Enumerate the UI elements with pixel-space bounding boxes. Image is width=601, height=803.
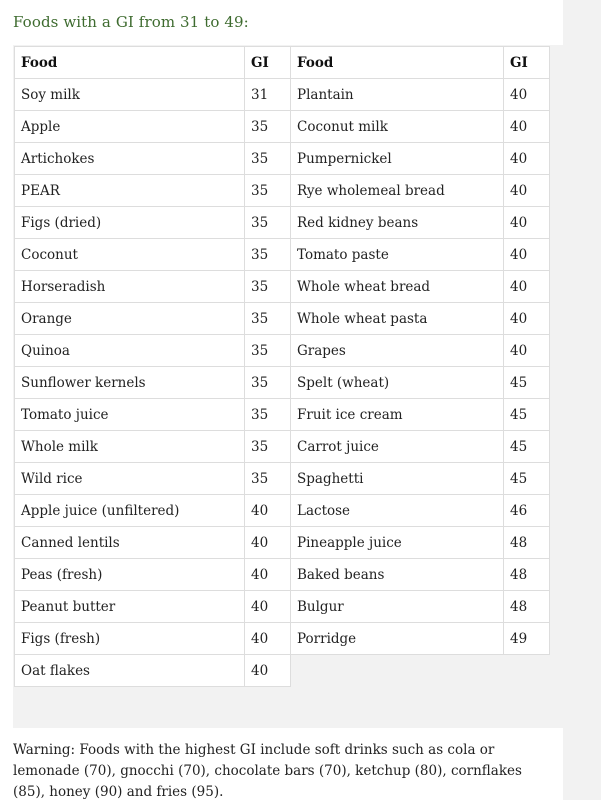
table-row <box>15 527 291 559</box>
table-row <box>291 79 550 111</box>
table-row <box>15 175 291 207</box>
food-cell: Whole wheat bread <box>291 271 504 303</box>
food-cell: Rye wholemeal bread <box>291 175 504 207</box>
gi-cell: 35 <box>245 207 291 239</box>
table-row <box>15 207 291 239</box>
gi-cell: 45 <box>504 367 550 399</box>
food-cell: Artichokes <box>15 143 245 175</box>
gi-cell: 40 <box>504 207 550 239</box>
table-row <box>291 623 550 655</box>
table-row <box>15 367 291 399</box>
food-cell: Spaghetti <box>291 463 504 495</box>
food-cell: Peas (fresh) <box>15 559 245 591</box>
food-cell: Pineapple juice <box>291 527 504 559</box>
table-row <box>15 239 291 271</box>
gi-cell: 48 <box>504 527 550 559</box>
table-row <box>15 335 291 367</box>
gi-cell: 35 <box>245 143 291 175</box>
gi-cell: 40 <box>504 239 550 271</box>
gi-cell: 35 <box>245 271 291 303</box>
food-cell: Fruit ice cream <box>291 399 504 431</box>
gi-cell: 46 <box>504 495 550 527</box>
gi-cell: 35 <box>245 463 291 495</box>
gi-table <box>13 45 563 728</box>
gi-cell: 49 <box>504 623 550 655</box>
gi-cell: 35 <box>245 399 291 431</box>
food-cell: Orange <box>15 303 245 335</box>
table-row <box>291 239 550 271</box>
table-heading: Foods with a GI from 31 to 49: <box>13 13 249 31</box>
table-row <box>291 207 550 239</box>
food-cell: Lactose <box>291 495 504 527</box>
table-row <box>291 431 550 463</box>
warning-note: Warning: Foods with the highest GI include soft drinks such as cola or lemonade (70), gnocchi (70), chocolate bars (70), ketchup (80), cornflakes (85), honey (90) and fries (95). <box>13 742 522 800</box>
table-row <box>291 495 550 527</box>
food-cell: Apple juice (unfiltered) <box>15 495 245 527</box>
food-cell: Plantain <box>291 79 504 111</box>
food-cell: Soy milk <box>15 79 245 111</box>
gi-cell: 31 <box>245 79 291 111</box>
gi-cell: 35 <box>245 111 291 143</box>
gi-cell: 40 <box>245 527 291 559</box>
table-row <box>15 399 291 431</box>
table-row <box>15 495 291 527</box>
gi-cell: 40 <box>504 111 550 143</box>
gi-cell: 40 <box>504 175 550 207</box>
food-cell: Oat flakes <box>15 655 245 687</box>
gi-cell: 35 <box>245 431 291 463</box>
gi-cell: 35 <box>245 239 291 271</box>
table-row <box>15 623 291 655</box>
food-cell: Spelt (wheat) <box>291 367 504 399</box>
food-cell: Bulgur <box>291 591 504 623</box>
table-row <box>291 399 550 431</box>
food-cell: Horseradish <box>15 271 245 303</box>
table-row <box>15 591 291 623</box>
table-row <box>291 303 550 335</box>
gi-cell: 40 <box>245 559 291 591</box>
food-cell: Apple <box>15 111 245 143</box>
gi-cell: 45 <box>504 431 550 463</box>
gi-cell: 40 <box>504 303 550 335</box>
food-cell: Figs (dried) <box>15 207 245 239</box>
table-row <box>15 111 291 143</box>
food-cell: Tomato paste <box>291 239 504 271</box>
table-row <box>291 111 550 143</box>
gi-column-header: GI <box>504 47 550 79</box>
gi-table-left-column <box>14 46 291 687</box>
food-cell: PEAR <box>15 175 245 207</box>
food-cell: Coconut <box>15 239 245 271</box>
food-column-header: Food <box>15 47 245 79</box>
food-cell: Tomato juice <box>15 399 245 431</box>
gi-cell: 35 <box>245 367 291 399</box>
food-cell: Baked beans <box>291 559 504 591</box>
table-row <box>291 335 550 367</box>
table-row <box>15 303 291 335</box>
gi-cell: 35 <box>245 303 291 335</box>
food-cell: Sunflower kernels <box>15 367 245 399</box>
food-cell: Canned lentils <box>15 527 245 559</box>
table-row <box>15 463 291 495</box>
gi-cell: 35 <box>245 175 291 207</box>
table-row <box>15 143 291 175</box>
gi-cell: 40 <box>245 623 291 655</box>
table-row <box>15 79 291 111</box>
table-row <box>291 463 550 495</box>
food-cell: Whole wheat pasta <box>291 303 504 335</box>
table-row <box>291 271 550 303</box>
food-cell: Coconut milk <box>291 111 504 143</box>
gi-cell: 40 <box>504 143 550 175</box>
gi-cell: 45 <box>504 399 550 431</box>
food-cell: Carrot juice <box>291 431 504 463</box>
table-row <box>291 175 550 207</box>
gi-table-right-column <box>290 46 550 655</box>
gi-cell: 40 <box>245 495 291 527</box>
food-cell: Wild rice <box>15 463 245 495</box>
table-row <box>15 655 291 687</box>
page-side-margin <box>563 0 601 800</box>
food-cell: Pumpernickel <box>291 143 504 175</box>
gi-cell: 35 <box>245 335 291 367</box>
food-cell: Red kidney beans <box>291 207 504 239</box>
table-header-row <box>291 47 550 79</box>
table-row <box>291 367 550 399</box>
gi-column-header: GI <box>245 47 291 79</box>
gi-cell: 40 <box>504 79 550 111</box>
food-cell: Quinoa <box>15 335 245 367</box>
gi-cell: 40 <box>245 655 291 687</box>
food-column-header: Food <box>291 47 504 79</box>
table-row <box>291 527 550 559</box>
gi-cell: 45 <box>504 463 550 495</box>
table-row <box>15 271 291 303</box>
table-row <box>291 591 550 623</box>
table-row <box>15 559 291 591</box>
table-row <box>291 559 550 591</box>
table-row <box>291 143 550 175</box>
gi-cell: 48 <box>504 591 550 623</box>
gi-cell: 48 <box>504 559 550 591</box>
food-cell: Grapes <box>291 335 504 367</box>
food-cell: Peanut butter <box>15 591 245 623</box>
food-cell: Figs (fresh) <box>15 623 245 655</box>
food-cell: Whole milk <box>15 431 245 463</box>
gi-cell: 40 <box>245 591 291 623</box>
gi-cell: 40 <box>504 271 550 303</box>
table-header-row <box>15 47 291 79</box>
food-cell: Porridge <box>291 623 504 655</box>
gi-cell: 40 <box>504 335 550 367</box>
table-row <box>15 431 291 463</box>
